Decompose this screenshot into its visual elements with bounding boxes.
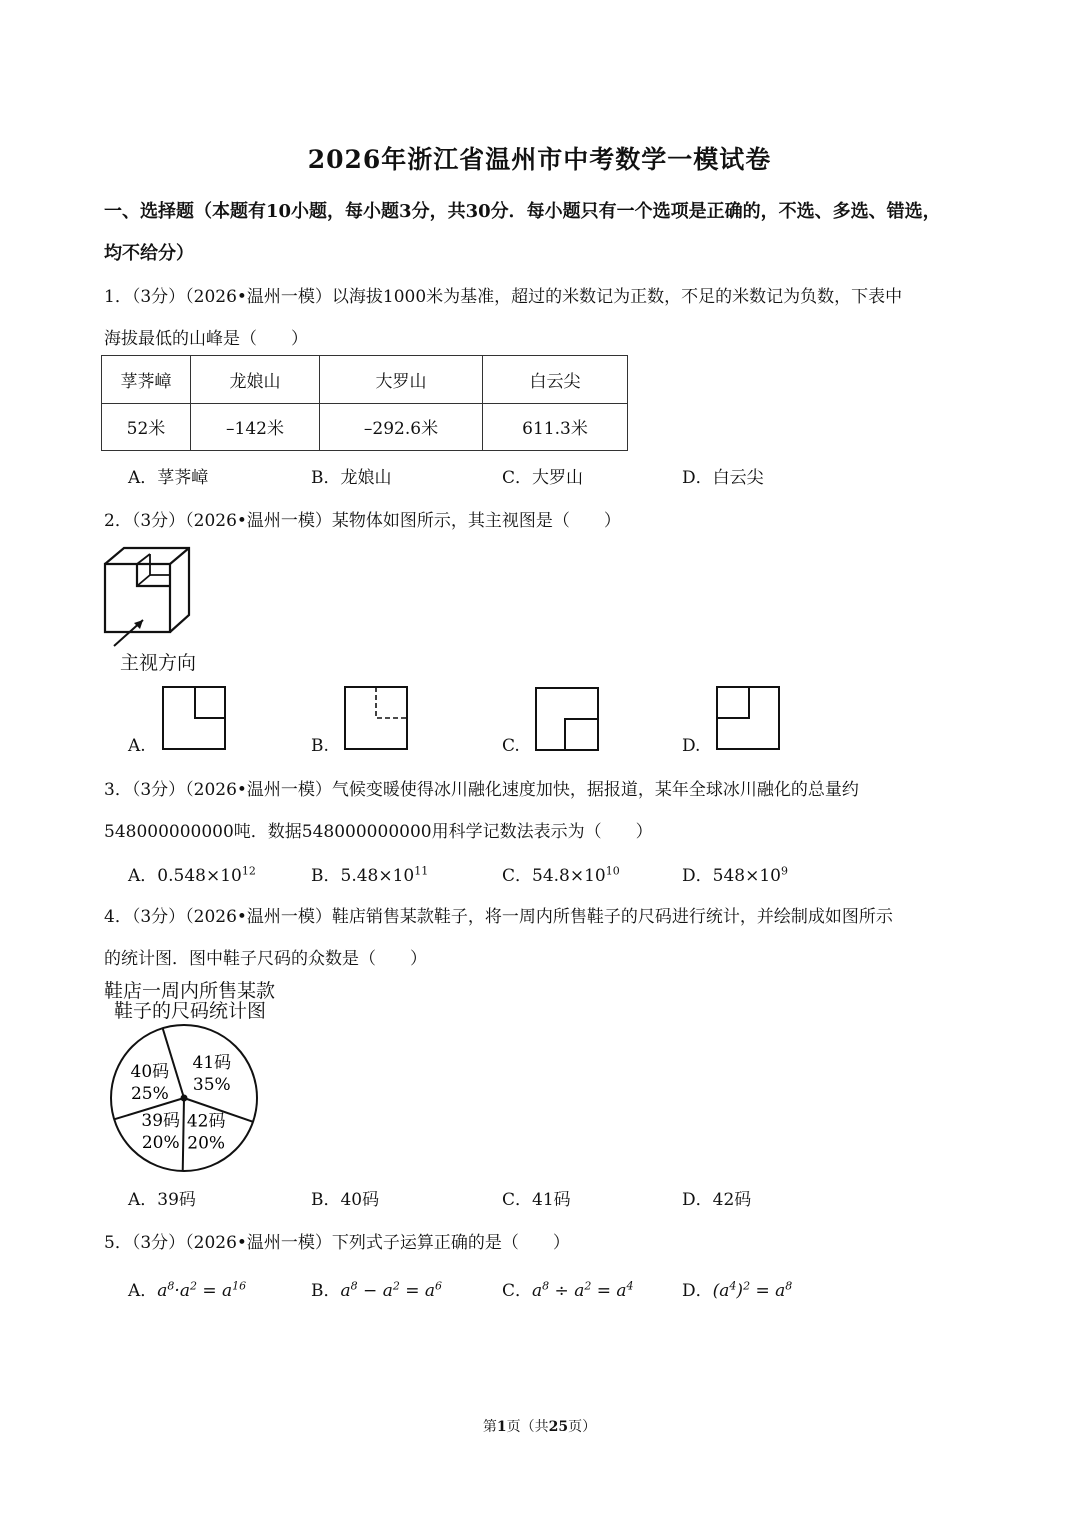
- q2-option-c-figure[interactable]: [535, 687, 601, 753]
- pie-slice-label: 41码: [192, 1053, 232, 1074]
- q5-option-b-formula: $a^8 - a^2 = a^6$: [340, 1279, 443, 1301]
- table-header-cell: 白云尖: [483, 356, 628, 404]
- q2-solid-figure: [100, 545, 200, 655]
- q1-option-c[interactable]: C．大罗山: [502, 468, 584, 488]
- q3-option-c-letter: C．: [502, 866, 533, 886]
- q2-option-c-letter[interactable]: C.: [502, 736, 520, 756]
- table-row: [102, 356, 628, 404]
- pie-slice-label: 42码: [186, 1111, 226, 1132]
- table-cell: 611.3米: [483, 403, 628, 451]
- section-heading-line1: 一、选择题（本题有10小题，每小题3分，共30分．每小题只有一个选项是正确的，不选、多选、错选，: [104, 201, 941, 222]
- q1-table: [101, 355, 628, 451]
- q3-option-c[interactable]: [502, 861, 620, 886]
- q4-option-c[interactable]: C．41码: [502, 1190, 571, 1210]
- footer-post: 页）: [568, 1419, 597, 1435]
- pie-slice-percent: 20%: [187, 1133, 226, 1154]
- q3-option-a-letter: A．: [128, 866, 158, 886]
- q2-stem: 2．（3分）（2026•温州一模）某物体如图所示，其主视图是（ ）: [104, 511, 621, 531]
- pie-slice-label: 40码: [130, 1061, 170, 1082]
- page-footer: [0, 1416, 1079, 1436]
- q4-stem-line2: 的统计图．图中鞋子尺码的众数是（ ）: [104, 949, 427, 969]
- q5-option-c-letter: C．: [502, 1281, 533, 1301]
- table-row: [102, 403, 628, 451]
- q2-option-d-figure[interactable]: [716, 686, 782, 752]
- q3-option-d-letter: D．: [682, 866, 713, 886]
- pie-slice-percent: 20%: [141, 1132, 180, 1153]
- q4-option-d[interactable]: D．42码: [682, 1190, 752, 1210]
- q4-option-a[interactable]: A．39码: [128, 1190, 196, 1210]
- q3-option-b-letter: B．: [311, 866, 341, 886]
- q1-option-d[interactable]: D．白云尖: [682, 468, 764, 488]
- q3-stem-line2: 548000000000吨．数据548000000000用科学记数法表示为（ ）: [104, 822, 653, 842]
- table-header-cell: 龙娘山: [191, 356, 320, 404]
- pie-slice-boundary: [183, 1098, 184, 1171]
- q5-option-a-letter: A．: [128, 1281, 158, 1301]
- q5-option-b-letter: B．: [311, 1281, 341, 1301]
- pie-center-dot: [181, 1095, 188, 1102]
- chart-title-line2: 鞋子的尺码统计图: [114, 1000, 267, 1022]
- q1-option-b[interactable]: B．龙娘山: [311, 468, 392, 488]
- q5-option-c-formula: $a^8 \div a^2 = a^4$: [532, 1279, 634, 1301]
- q3-option-b-exponent: 11: [414, 864, 429, 878]
- table-cell: –142米: [191, 403, 320, 451]
- pie-chart: [100, 1025, 270, 1175]
- pie-slice-percent: 25%: [130, 1083, 169, 1104]
- q1-stem-line2: 海拔最低的山峰是（ ）: [104, 329, 308, 349]
- q3-option-c-base: 54.8×10: [532, 866, 606, 886]
- pie-slice-percent: 35%: [192, 1075, 231, 1096]
- q3-option-a[interactable]: [128, 861, 256, 886]
- q3-option-c-exponent: 10: [605, 864, 620, 878]
- table-cell: 52米: [102, 403, 191, 451]
- q2-option-a-letter[interactable]: A.: [128, 736, 146, 756]
- q5-option-d[interactable]: [682, 1276, 792, 1301]
- q4-option-b[interactable]: B．40码: [311, 1190, 380, 1210]
- table-header-cell: 大罗山: [320, 356, 483, 404]
- q5-stem: 5．（3分）（2026•温州一模）下列式子运算正确的是（ ）: [104, 1233, 570, 1253]
- q3-option-d[interactable]: [682, 861, 788, 886]
- q1-option-a[interactable]: A．莩荠嶂: [128, 468, 209, 488]
- section-heading-line2: 均不给分）: [104, 243, 194, 264]
- q3-stem-line1: 3．（3分）（2026•温州一模）气候变暖使得冰川融化速度加快，据报道，某年全球冰川融化的总量约: [104, 780, 859, 800]
- q5-option-d-letter: D．: [682, 1281, 713, 1301]
- q2-option-a-figure[interactable]: [162, 686, 228, 752]
- q2-option-d-letter[interactable]: D.: [682, 736, 701, 756]
- q2-option-b-letter[interactable]: B.: [311, 736, 329, 756]
- chart-title-line1: 鞋店一周内所售某款: [104, 980, 276, 1002]
- q3-option-a-base: 0.548×10: [157, 866, 242, 886]
- q3-option-a-exponent: 12: [241, 864, 256, 878]
- q3-option-d-exponent: 9: [780, 864, 788, 878]
- q5-option-a-formula: $a^8\cdot a^2 = a^{16}$: [157, 1279, 247, 1301]
- q3-option-b[interactable]: [311, 861, 428, 886]
- q3-option-d-base: 548×10: [712, 866, 781, 886]
- table-header-cell: 莩荠嶂: [102, 356, 191, 404]
- q2-option-b-figure[interactable]: [344, 686, 410, 752]
- footer-page-number: 1: [496, 1419, 507, 1435]
- q5-option-d-formula: $(a^4)^2 = a^8$: [712, 1279, 793, 1301]
- q2-view-direction-label: 主视方向: [120, 652, 197, 674]
- q5-option-a[interactable]: [128, 1276, 246, 1301]
- q1-stem-line1: 1．（3分）（2026•温州一模）以海拔1000米为基准，超过的米数记为正数，不足的米数记为负数，下表中: [104, 287, 903, 307]
- footer-mid: 页（共: [506, 1419, 549, 1435]
- pie-slice-label: 39码: [141, 1110, 181, 1131]
- q5-option-b[interactable]: [311, 1276, 442, 1301]
- footer-total-pages: 25: [548, 1419, 569, 1435]
- q3-option-b-base: 5.48×10: [340, 866, 415, 886]
- footer-pre: 第: [482, 1419, 497, 1435]
- table-cell: –292.6米: [320, 403, 483, 451]
- q5-option-c[interactable]: [502, 1276, 634, 1301]
- page-title: 2026年浙江省温州市中考数学一模试卷: [307, 145, 772, 174]
- q4-stem-line1: 4．（3分）（2026•温州一模）鞋店销售某款鞋子，将一周内所售鞋子的尺码进行统计，并绘制成如图所示: [104, 907, 893, 927]
